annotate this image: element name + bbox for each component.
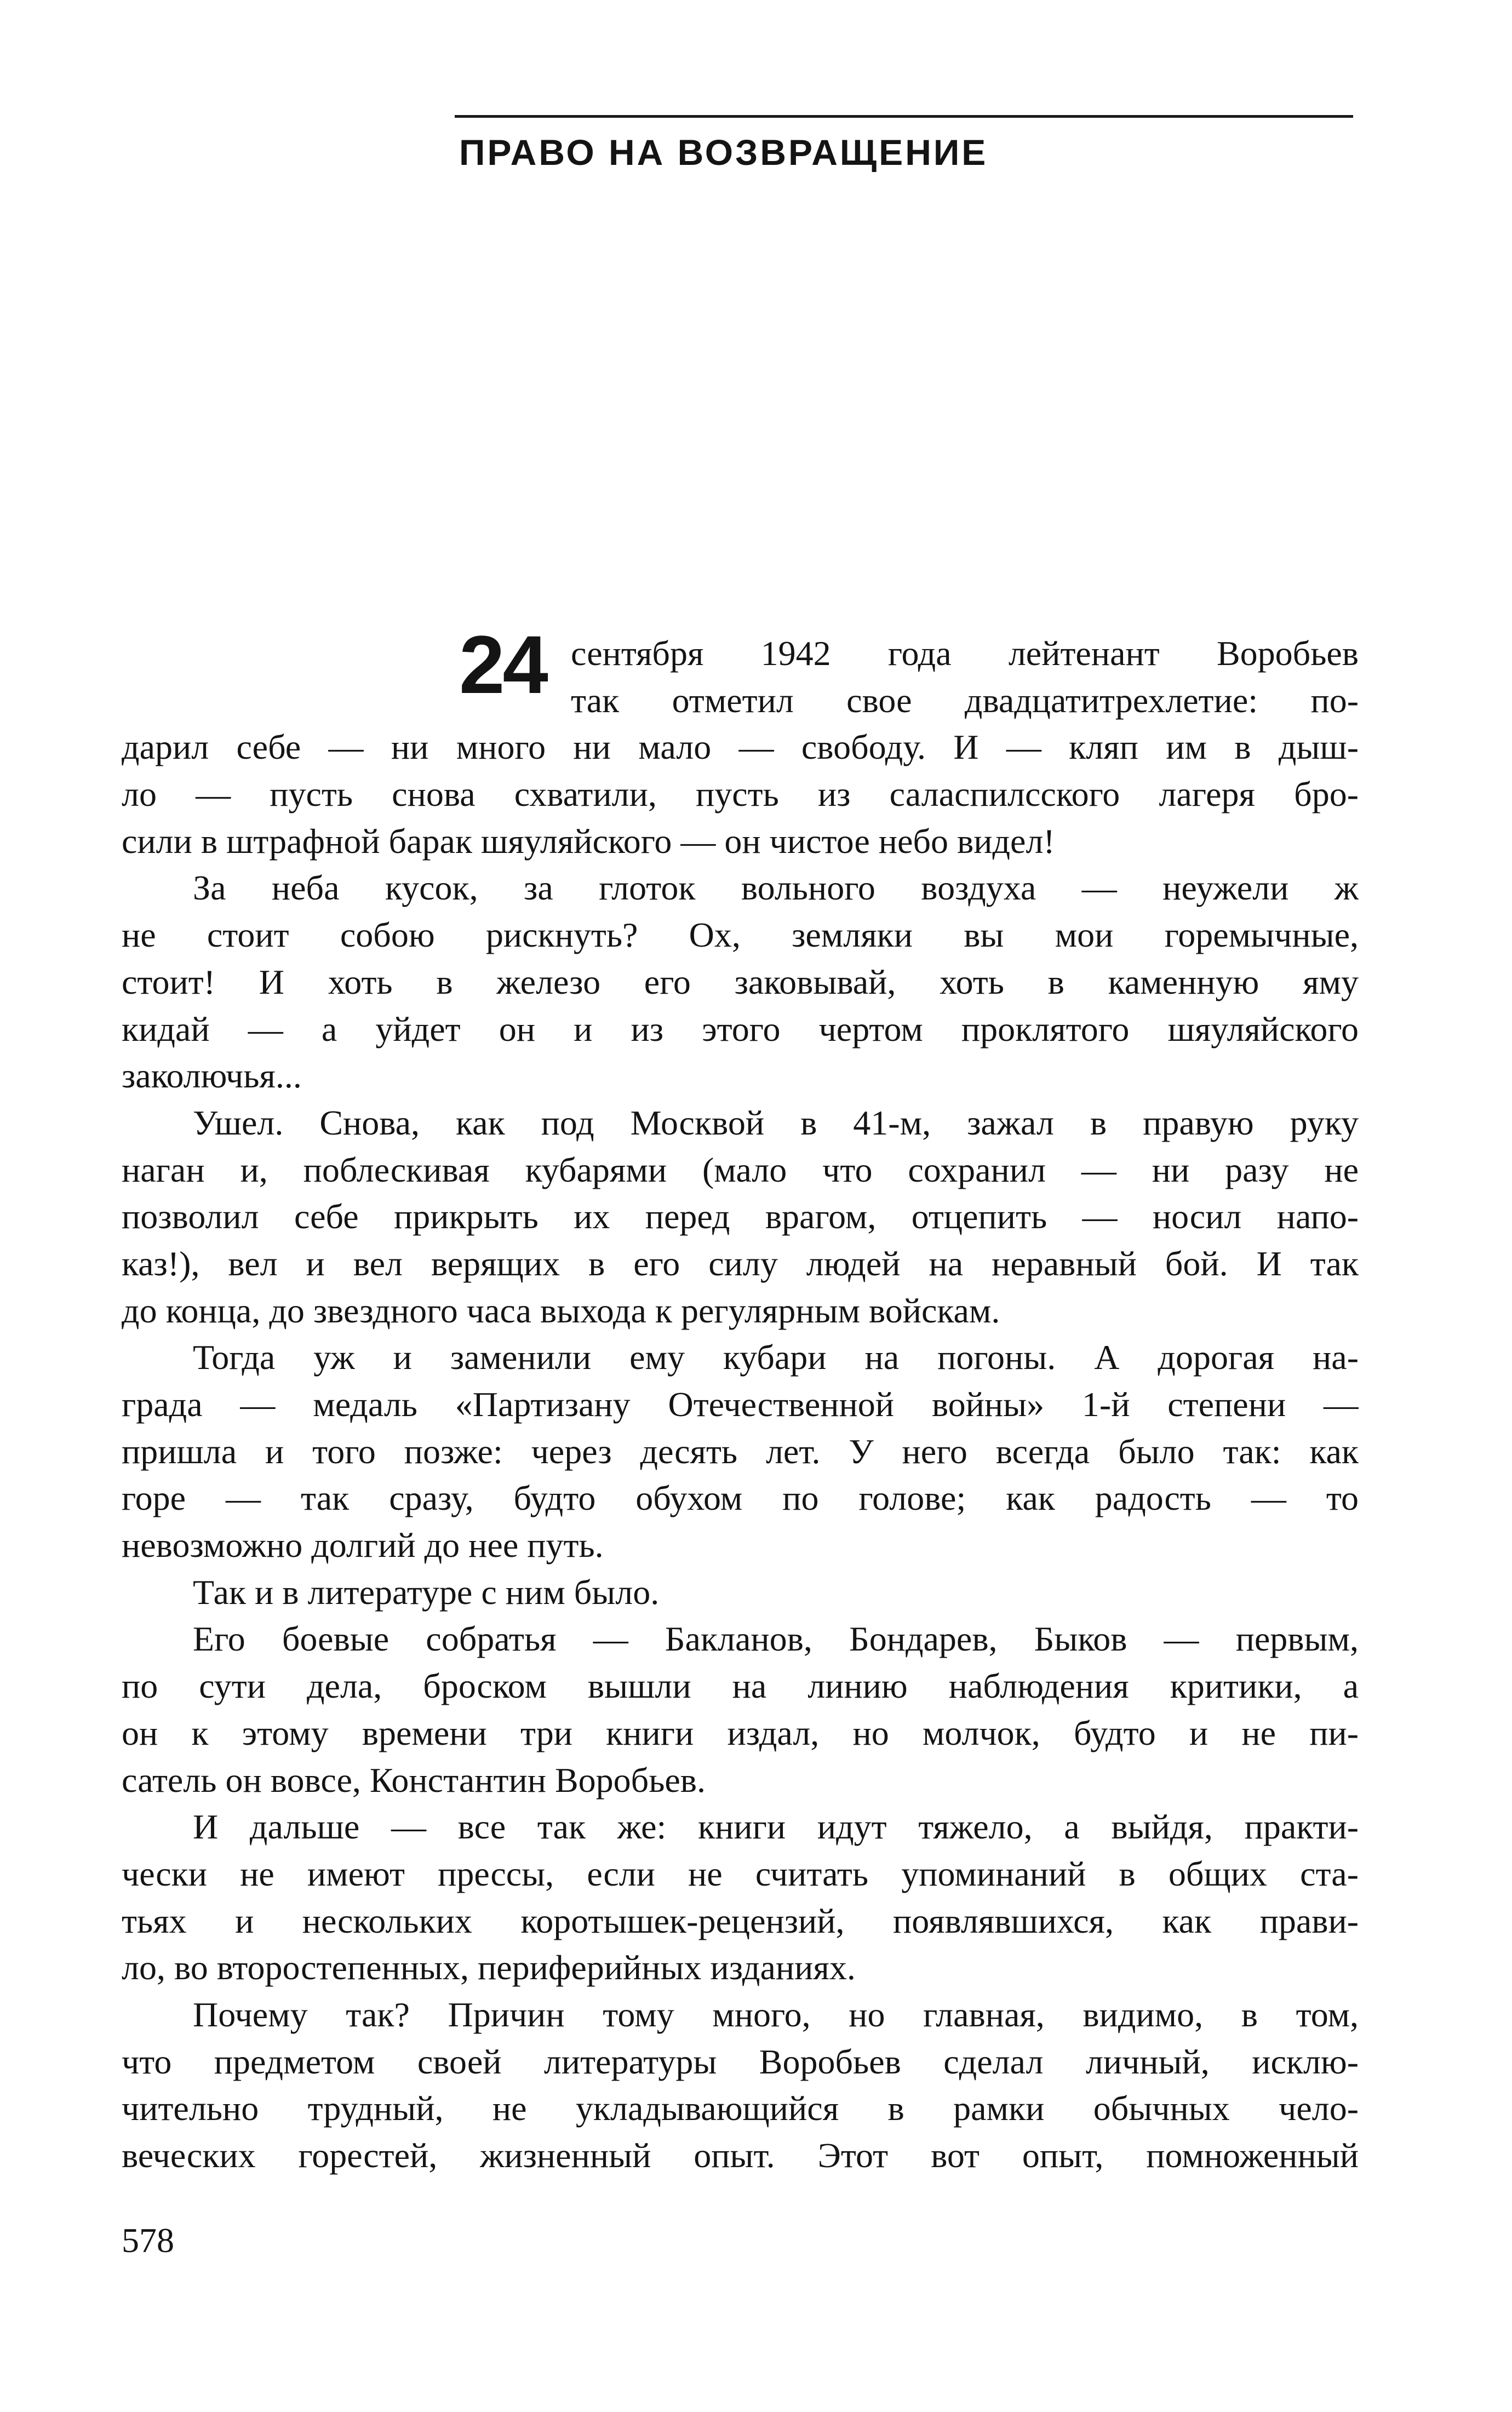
text-line: каз!), вел и вел верящих в его силу людей на неравный бой. И так xyxy=(122,1244,1359,1283)
text-line: до конца, до звездного часа выхода к регулярным войскам. xyxy=(122,1291,1000,1330)
text-line: сентября 1942 года лейтенант Воробьев xyxy=(571,634,1359,673)
drop-cap: 24 xyxy=(459,618,546,711)
text-line: И дальше — все так же: книги идут тяжело, а выйдя, практи- xyxy=(193,1807,1359,1847)
text-line: горе — так сразу, будто обухом по голове; как радость — то xyxy=(122,1479,1359,1518)
text-line: пришла и того позже: через десять лет. У него всегда было так: как xyxy=(122,1431,1359,1471)
text-line: дарил себе — ни много ни мало — свободу. И — кляп им в дыш- xyxy=(122,727,1359,767)
text-line: ло, во второстепенных, периферийных изданиях. xyxy=(122,1948,856,1987)
text-line: сили в штрафной барак шяуляйского — он чистое небо видел! xyxy=(122,821,1055,861)
text-line: не стоит собою рискнуть? Ох, земляки вы мои горемычные, xyxy=(122,915,1359,955)
text-line: заколючья... xyxy=(122,1056,302,1096)
text-line: по сути дела, броском вышли на линию наблюдения критики, а xyxy=(122,1666,1359,1706)
page-number: 578 xyxy=(122,2221,174,2260)
text-line: града — медаль «Партизану Отечественной войны» 1-й степени — xyxy=(122,1385,1359,1424)
text-line: он к этому времени три книги издал, но молчок, будто и не пи- xyxy=(122,1713,1359,1752)
text-line: ло — пусть снова схватили, пусть из саласпилсского лагеря бро- xyxy=(122,775,1359,814)
text-line: чительно трудный, не укладывающийся в рамки обычных чело- xyxy=(122,2089,1359,2128)
body-text xyxy=(122,630,1359,2179)
text-line: веческих горестей, жизненный опыт. Этот вот опыт, помноженный xyxy=(122,2136,1359,2175)
text-line: что предметом своей литературы Воробьев сделал личный, исклю- xyxy=(122,2042,1359,2081)
text-line: Так и в литературе с ним было. xyxy=(193,1572,660,1612)
text-line: невозможно долгий до нее путь. xyxy=(122,1526,604,1565)
text-line: чески не имеют прессы, если не считать упоминаний в общих ста- xyxy=(122,1854,1359,1893)
text-line: тьях и нескольких коротышек-рецензий, появлявшихся, как прави- xyxy=(122,1901,1359,1940)
heading-rule xyxy=(455,115,1353,118)
text-line: так отметил свое двадцатитрехлетие: по- xyxy=(571,680,1359,720)
text-line: За неба кусок, за глоток вольного воздуха — неужели ж xyxy=(193,868,1359,908)
text-line: кидай — а уйдет он и из этого чертом проклятого шяуляйского xyxy=(122,1009,1359,1049)
text-line: стоит! И хоть в железо его заковывай, хоть в каменную яму xyxy=(122,962,1359,1001)
text-line: наган и, поблескивая кубарями (мало что сохранил — ни разу не xyxy=(122,1150,1359,1189)
text-line: позволил себе прикрыть их перед врагом, отцепить — носил напо- xyxy=(122,1197,1359,1236)
text-line: Его боевые собратья — Бакланов, Бондарев, Быков — первым, xyxy=(193,1619,1359,1659)
text-line: сатель он вовсе, Константин Воробьев. xyxy=(122,1760,706,1800)
text-line: Ушел. Снова, как под Москвой в 41-м, зажал в правую руку xyxy=(193,1103,1359,1142)
chapter-heading: ПРАВО НА ВОЗВРАЩЕНИЕ xyxy=(459,132,988,173)
text-line: Тогда уж и заменили ему кубари на погоны. А дорогая на- xyxy=(193,1338,1359,1377)
text-line: Почему так? Причин тому много, но главная, видимо, в том, xyxy=(193,1995,1359,2034)
